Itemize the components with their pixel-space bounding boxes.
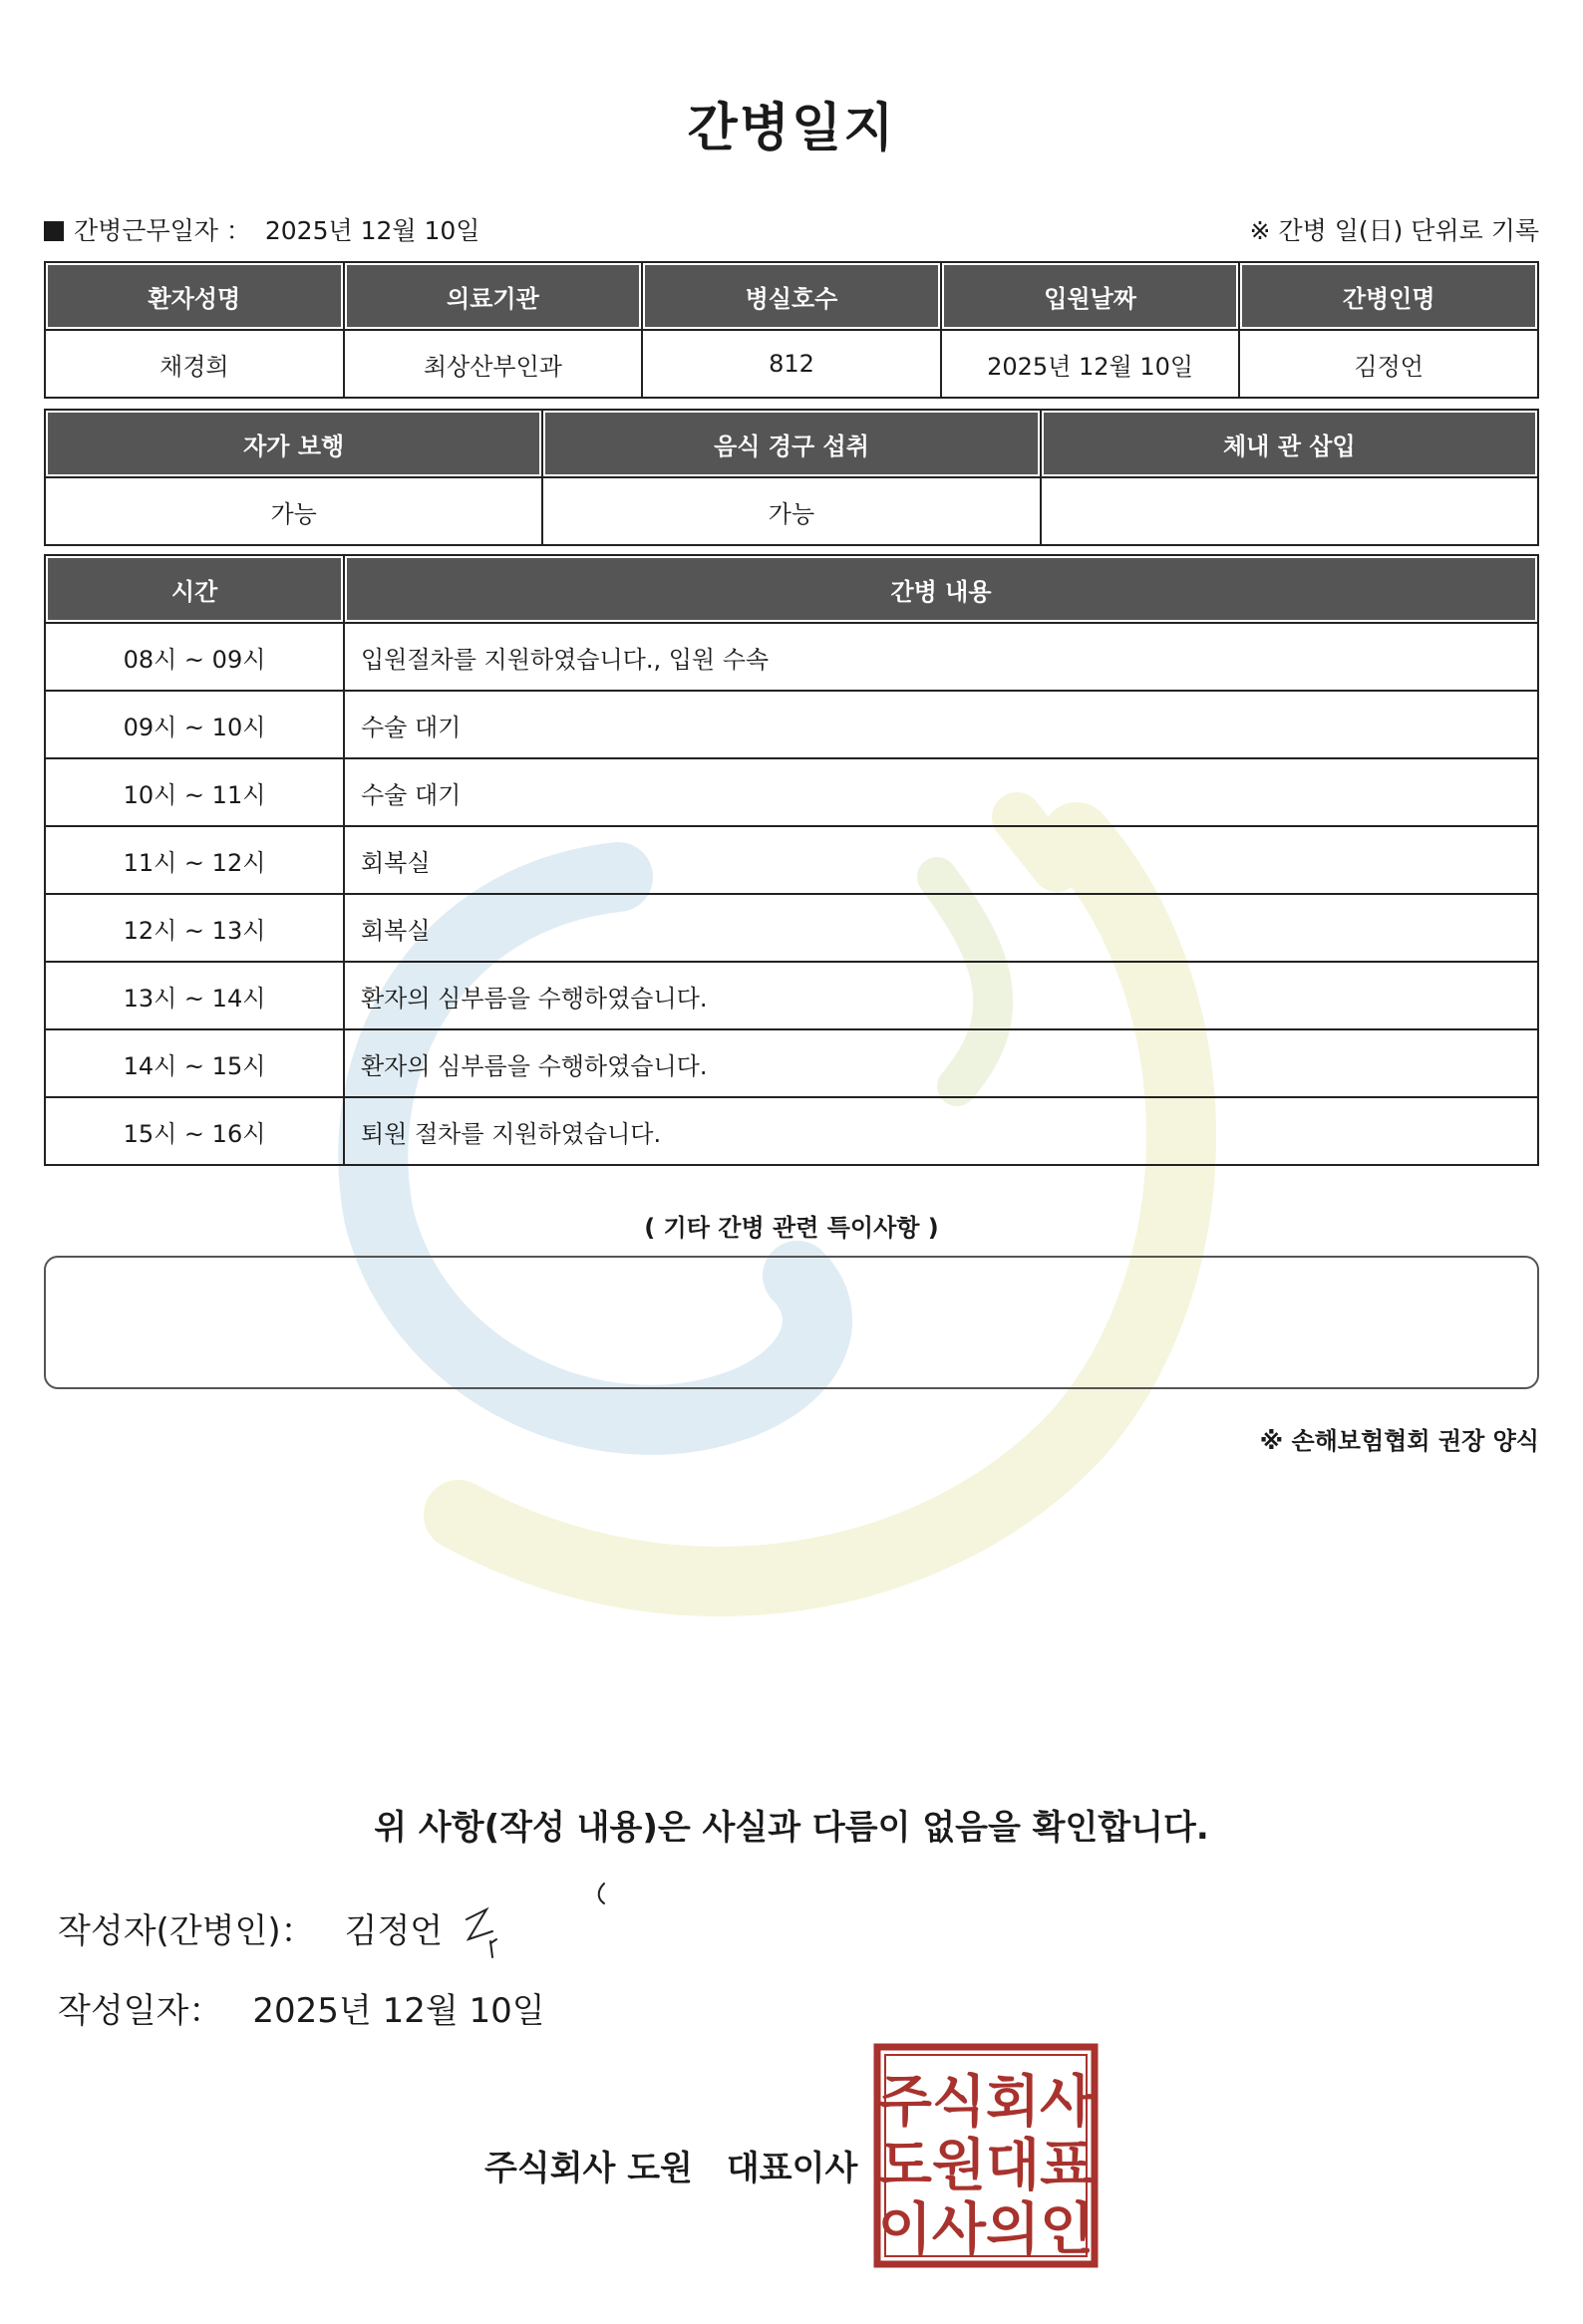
patient-status-table [44, 409, 1539, 546]
content-cell: 환자의 심부름을 수행하였습니다. [344, 962, 1538, 1029]
time-cell: 14시 ~ 15시 [45, 1029, 344, 1097]
tube-insertion-value [1041, 477, 1538, 545]
header-hospital: 의료기관 [344, 262, 643, 330]
time-cell: 08시 ~ 09시 [45, 623, 344, 691]
page-title: 간병일지 [687, 99, 896, 158]
table-row [45, 826, 1538, 894]
seal-line-3: 이사의인 [877, 2197, 1095, 2262]
company-title: 대표이사 [726, 2149, 858, 2188]
content-cell: 회복실 [344, 894, 1538, 962]
content-cell: 수술 대기 [344, 758, 1538, 826]
care-log-table [44, 554, 1539, 1166]
hospital-name: 최상산부인과 [344, 330, 643, 398]
writer-line [58, 1903, 443, 1952]
content-cell: 환자의 심부름을 수행하였습니다. [344, 1029, 1538, 1097]
header-care-content: 간병 내용 [344, 555, 1538, 623]
writer-name: 김정언 [344, 1911, 444, 1951]
table-row [45, 894, 1538, 962]
remarks-box [44, 1256, 1539, 1389]
work-date [44, 211, 479, 247]
content-cell: 퇴원 절차를 지원하였습니다. [344, 1097, 1538, 1165]
patient-name: 채경희 [45, 330, 344, 398]
self-walking-value: 가능 [45, 477, 542, 545]
square-bullet-icon [44, 221, 64, 241]
oral-intake-value: 가능 [542, 477, 1040, 545]
table-row [45, 623, 1538, 691]
unit-note: ※ 간병 일(日) 단위로 기록 [1249, 216, 1539, 245]
write-date-value: 2025년 12월 10일 [252, 1991, 545, 2031]
seal-line-1: 주식회사 [877, 2070, 1095, 2135]
time-cell: 11시 ~ 12시 [45, 826, 344, 894]
time-cell: 12시 ~ 13시 [45, 894, 344, 962]
association-note: ※ 손해보험협회 권장 양식 [1259, 1427, 1539, 1455]
table-row [45, 1097, 1538, 1165]
time-cell: 13시 ~ 14시 [45, 962, 344, 1029]
content-cell: 수술 대기 [344, 691, 1538, 758]
header-time: 시간 [45, 555, 344, 623]
confirmation-statement: 위 사항(작성 내용)은 사실과 다름이 없음을 확인합니다. [374, 1808, 1209, 1848]
content-cell: 회복실 [344, 826, 1538, 894]
admission-date: 2025년 12월 10일 [941, 330, 1240, 398]
room-number: 812 [642, 330, 941, 398]
remarks-title: ( 기타 간병 관련 특이사항 ) [644, 1214, 939, 1242]
patient-info-table [44, 261, 1539, 399]
company-seal-icon [873, 2043, 1099, 2268]
table-row [45, 962, 1538, 1029]
header-tube-insertion: 체내 관 삽입 [1041, 410, 1538, 477]
writer-label: 작성자(간병인)： [58, 1911, 315, 1951]
work-date-value: 2025년 12월 10일 [264, 216, 480, 245]
write-date-label: 작성일자： [58, 1991, 223, 2031]
company-line [484, 2141, 857, 2189]
time-cell: 10시 ~ 11시 [45, 758, 344, 826]
table-row [45, 691, 1538, 758]
caregiver-name: 김정언 [1239, 330, 1538, 398]
header-oral-intake: 음식 경구 섭취 [542, 410, 1040, 477]
table-row [45, 1029, 1538, 1097]
handwritten-signature-icon [447, 1880, 626, 1969]
header-admission-date: 입원날짜 [941, 262, 1240, 330]
header-caregiver-name: 간병인명 [1239, 262, 1538, 330]
time-cell: 09시 ~ 10시 [45, 691, 344, 758]
table-row [45, 758, 1538, 826]
time-cell: 15시 ~ 16시 [45, 1097, 344, 1165]
header-self-walking: 자가 보행 [45, 410, 542, 477]
company-name: 주식회사 도원 [484, 2149, 693, 2188]
content-cell: 입원절차를 지원하였습니다., 입원 수속 [344, 623, 1538, 691]
seal-line-2: 도원대표 [877, 2134, 1095, 2198]
header-room-number: 병실호수 [642, 262, 941, 330]
header-patient-name: 환자성명 [45, 262, 344, 330]
write-date-line [58, 1983, 545, 2032]
work-date-label: 간병근무일자 ： [74, 216, 251, 245]
